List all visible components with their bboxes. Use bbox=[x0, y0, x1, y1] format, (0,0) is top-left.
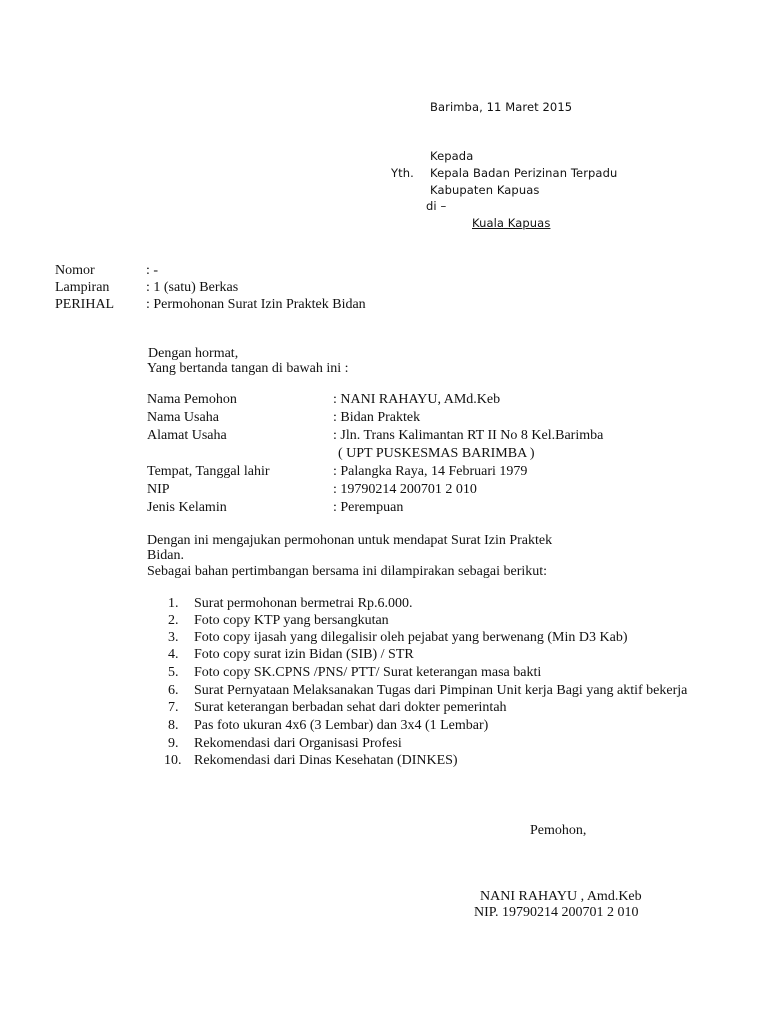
recipient-line-2: Kabupaten Kapuas bbox=[430, 183, 540, 197]
recipient-line-1: Kepala Badan Perizinan Terpadu bbox=[430, 166, 618, 180]
applicant-label-alamat: Alamat Usaha bbox=[147, 428, 227, 443]
meta-value-lampiran: : 1 (satu) Berkas bbox=[146, 280, 239, 295]
list-item: Pas foto ukuran 4x6 (3 Lembar) dan 3x4 (1 Lembar) bbox=[194, 718, 489, 733]
list-item-number: 6. bbox=[168, 683, 179, 698]
applicant-label-usaha: Nama Usaha bbox=[147, 410, 219, 425]
meta-value-nomor: : - bbox=[146, 263, 159, 278]
applicant-value-nama: : NANI RAHAYU, AMd.Keb bbox=[333, 392, 501, 407]
kepada-label: Kepada bbox=[430, 149, 474, 163]
meta-label-perihal: PERIHAL bbox=[55, 297, 115, 312]
applicant-label-nip: NIP bbox=[147, 482, 170, 497]
list-item: Rekomendasi dari Organisasi Profesi bbox=[194, 736, 402, 751]
list-item-number: 8. bbox=[168, 718, 179, 733]
meta-label-nomor: Nomor bbox=[55, 263, 95, 278]
list-item: Surat Pernyataan Melaksanakan Tugas dari Pimpinan Unit kerja Bagi yang aktif bekerja bbox=[194, 683, 688, 698]
applicant-label-nama: Nama Pemohon bbox=[147, 392, 237, 407]
signature-name: NANI RAHAYU , Amd.Keb bbox=[480, 889, 642, 904]
list-item-number: 3. bbox=[168, 630, 179, 645]
signature-role: Pemohon, bbox=[530, 823, 587, 838]
list-item: Surat keterangan berbadan sehat dari dokter pemerintah bbox=[194, 700, 507, 715]
applicant-value-ttl: : Palangka Raya, 14 Februari 1979 bbox=[333, 464, 528, 479]
yth-label: Yth. bbox=[391, 166, 414, 180]
list-item: Surat permohonan bermetrai Rp.6.000. bbox=[194, 596, 413, 611]
intro-line: Yang bertanda tangan di bawah ini : bbox=[147, 361, 349, 376]
applicant-label-jk: Jenis Kelamin bbox=[147, 500, 227, 515]
list-item-number: 4. bbox=[168, 647, 179, 662]
list-item-number: 2. bbox=[168, 613, 179, 628]
di-label: di – bbox=[426, 199, 447, 213]
applicant-value-jk: : Perempuan bbox=[333, 500, 404, 515]
applicant-value-usaha: : Bidan Praktek bbox=[333, 410, 421, 425]
list-item: Foto copy SK.CPNS /PNS/ PTT/ Surat keterangan masa bakti bbox=[194, 665, 542, 680]
list-item: Foto copy surat izin Bidan (SIB) / STR bbox=[194, 647, 414, 662]
greeting: Dengan hormat, bbox=[148, 346, 239, 361]
request-line-2: Bidan. bbox=[147, 548, 184, 563]
list-item: Rekomendasi dari Dinas Kesehatan (DINKES) bbox=[194, 753, 458, 768]
meta-label-lampiran: Lampiran bbox=[55, 280, 110, 295]
list-item: Foto copy KTP yang bersangkutan bbox=[194, 613, 389, 628]
list-item: Foto copy ijasah yang dilegalisir oleh pejabat yang berwenang (Min D3 Kab) bbox=[194, 630, 628, 645]
list-item-number: 10. bbox=[164, 753, 182, 768]
applicant-value-alamat: : Jln. Trans Kalimantan RT II No 8 Kel.Barimba bbox=[333, 428, 604, 443]
attachments-intro: Sebagai bahan pertimbangan bersama ini dilampirakan sebagai berikut: bbox=[147, 564, 548, 579]
applicant-value-nip: : 19790214 200701 2 010 bbox=[333, 482, 477, 497]
list-item-number: 5. bbox=[168, 665, 179, 680]
list-item-number: 7. bbox=[168, 700, 179, 715]
meta-value-perihal: : Permohonan Surat Izin Praktek Bidan bbox=[146, 297, 366, 312]
letter-date: Barimba, 11 Maret 2015 bbox=[430, 100, 573, 114]
applicant-label-ttl: Tempat, Tanggal lahir bbox=[147, 464, 270, 479]
list-item-number: 9. bbox=[168, 736, 179, 751]
applicant-value-alamat-2: ( UPT PUSKESMAS BARIMBA ) bbox=[338, 446, 535, 461]
request-line-1: Dengan ini mengajukan permohonan untuk mendapat Surat Izin Praktek bbox=[147, 533, 553, 548]
recipient-city: Kuala Kapuas bbox=[472, 216, 551, 230]
signature-nip: NIP. 19790214 200701 2 010 bbox=[474, 905, 639, 920]
list-item-number: 1. bbox=[168, 596, 179, 611]
